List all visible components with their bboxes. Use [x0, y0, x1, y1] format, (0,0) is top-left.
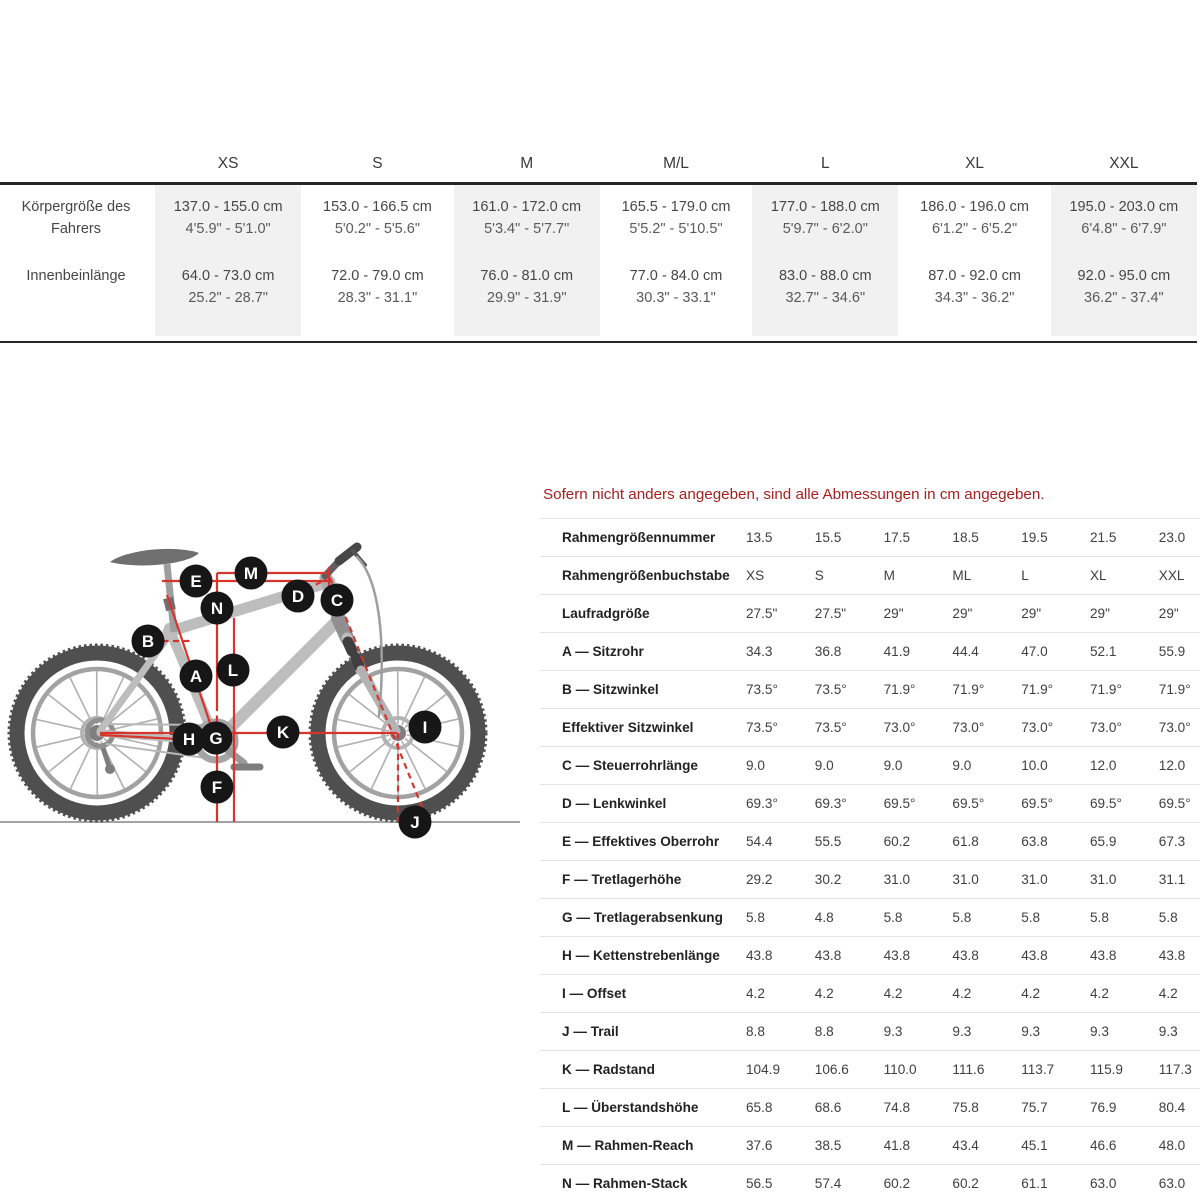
size-cell-cm: 153.0 - 166.5 cm	[304, 196, 450, 218]
geometry-value: 29"	[1159, 606, 1200, 621]
geometry-value: 68.6	[815, 1100, 884, 1115]
geometry-value: 31.0	[1090, 872, 1159, 887]
geometry-value: 71.9°	[952, 682, 1021, 697]
geometry-value: 9.3	[884, 1024, 953, 1039]
size-cell-cm: 165.5 - 179.0 cm	[603, 196, 749, 218]
geometry-value: 4.8	[815, 910, 884, 925]
svg-text:H: H	[183, 730, 195, 749]
svg-text:I: I	[423, 718, 428, 737]
geometry-value: 69.5°	[1021, 796, 1090, 811]
size-cell	[454, 254, 600, 336]
size-cell-cm: 77.0 - 84.0 cm	[603, 265, 749, 287]
geometry-value: 65.9	[1090, 834, 1159, 849]
geometry-value: 8.8	[815, 1024, 884, 1039]
geometry-value: 9.3	[952, 1024, 1021, 1039]
geometry-value: XS	[746, 568, 815, 583]
size-table-header	[0, 146, 1197, 182]
size-cell-imperial: 36.2" - 37.4"	[1051, 287, 1197, 309]
geometry-value: ML	[952, 568, 1021, 583]
geometry-value: 55.9	[1159, 644, 1200, 659]
size-cell	[901, 254, 1047, 336]
geometry-value: 71.9°	[1159, 682, 1200, 697]
geometry-value: 65.8	[746, 1100, 815, 1115]
geometry-value: 73.0°	[884, 720, 953, 735]
geometry-row	[540, 784, 1200, 822]
geometry-value: 12.0	[1090, 758, 1159, 773]
geometry-row-label: Rahmengrößenbuchstabe	[540, 568, 746, 583]
geometry-value: 12.0	[1159, 758, 1200, 773]
size-cell	[603, 185, 749, 254]
geometry-value: 4.2	[952, 986, 1021, 1001]
geometry-value: 31.0	[1021, 872, 1090, 887]
geometry-value: 69.5°	[1090, 796, 1159, 811]
geometry-value: 29"	[884, 606, 953, 621]
size-cell-imperial: 32.7" - 34.6"	[752, 287, 898, 309]
size-cell-cm: 186.0 - 196.0 cm	[901, 196, 1047, 218]
geometry-row-label: K — Radstand	[540, 1062, 746, 1077]
geometry-value: 5.8	[746, 910, 815, 925]
geometry-value: 9.3	[1090, 1024, 1159, 1039]
size-cell-imperial: 4'5.9" - 5'1.0"	[155, 218, 301, 240]
geometry-value: 4.2	[746, 986, 815, 1001]
geometry-value: 71.9°	[884, 682, 953, 697]
size-cell-imperial: 29.9" - 31.9"	[454, 287, 600, 309]
measurement-unit-note: Sofern nicht anders angegeben, sind alle Abmessungen in cm angegeben.	[543, 486, 1045, 503]
geometry-row	[540, 556, 1200, 594]
geometry-value: 29"	[1021, 606, 1090, 621]
size-column-header: M	[454, 155, 600, 173]
diagram-marker-D	[282, 580, 315, 613]
geometry-row-label: Rahmengrößennummer	[540, 530, 746, 545]
geometry-value: 69.5°	[952, 796, 1021, 811]
size-cell	[155, 185, 301, 254]
svg-text:B: B	[142, 632, 154, 651]
geometry-row-label: F — Tretlagerhöhe	[540, 872, 746, 887]
size-cell-imperial: 6'4.8" - 6'7.9"	[1051, 218, 1197, 240]
geometry-value: 9.0	[884, 758, 953, 773]
geometry-value: XXL	[1159, 568, 1200, 583]
geometry-value: 43.8	[815, 948, 884, 963]
geometry-value: 9.0	[952, 758, 1021, 773]
geometry-value: 9.3	[1021, 1024, 1090, 1039]
geometry-row	[540, 594, 1200, 632]
geometry-value: 9.0	[746, 758, 815, 773]
geometry-value: 29"	[952, 606, 1021, 621]
geometry-row	[540, 518, 1200, 556]
geometry-value: 15.5	[815, 530, 884, 545]
bike-geometry-diagram	[0, 520, 520, 850]
svg-text:A: A	[190, 667, 202, 686]
size-cell	[1051, 254, 1197, 336]
size-cell	[304, 185, 450, 254]
geometry-value: 73.0°	[1090, 720, 1159, 735]
size-cell-cm: 83.0 - 88.0 cm	[752, 265, 898, 287]
geometry-row	[540, 974, 1200, 1012]
geometry-row	[540, 1126, 1200, 1164]
diagram-marker-J	[399, 806, 432, 839]
geometry-value: 31.0	[952, 872, 1021, 887]
size-column-header: L	[752, 155, 898, 173]
size-cell-imperial: 5'3.4" - 5'7.7"	[454, 218, 600, 240]
geometry-value: 69.5°	[884, 796, 953, 811]
geometry-value: 31.1	[1159, 872, 1200, 887]
geometry-value: 36.8	[815, 644, 884, 659]
geometry-row-label: H — Kettenstrebenlänge	[540, 948, 746, 963]
size-cell	[901, 185, 1047, 254]
bike-diagram-svg	[0, 520, 520, 850]
geometry-value: 4.2	[1021, 986, 1090, 1001]
geometry-row-label: E — Effektives Oberrohr	[540, 834, 746, 849]
geometry-value: 71.9°	[1090, 682, 1159, 697]
geometry-value: 8.8	[746, 1024, 815, 1039]
size-cell	[155, 254, 301, 336]
diagram-marker-E	[180, 565, 213, 598]
geometry-value: 113.7	[1021, 1062, 1090, 1077]
size-cell-cm: 76.0 - 81.0 cm	[454, 265, 600, 287]
geometry-value: 71.9°	[1021, 682, 1090, 697]
svg-text:E: E	[190, 572, 201, 591]
geometry-row	[540, 1164, 1200, 1202]
geometry-value: 67.3	[1159, 834, 1200, 849]
geometry-value: 46.6	[1090, 1138, 1159, 1153]
size-cell-imperial: 5'0.2" - 5'5.6"	[304, 218, 450, 240]
saddle	[110, 549, 199, 566]
svg-text:M: M	[244, 564, 258, 583]
size-cell-cm: 64.0 - 73.0 cm	[155, 265, 301, 287]
geometry-value: 31.0	[884, 872, 953, 887]
geometry-row-label: L — Überstandshöhe	[540, 1100, 746, 1115]
svg-text:G: G	[209, 729, 222, 748]
geometry-value: 48.0	[1159, 1138, 1200, 1153]
geometry-value: 115.9	[1090, 1062, 1159, 1077]
diagram-marker-A	[180, 660, 213, 693]
geometry-value: 21.5	[1090, 530, 1159, 545]
geometry-row-label: Effektiver Sitzwinkel	[540, 720, 746, 735]
size-cell	[752, 185, 898, 254]
geometry-row	[540, 632, 1200, 670]
size-cell-cm: 195.0 - 203.0 cm	[1051, 196, 1197, 218]
geometry-value: 76.9	[1090, 1100, 1159, 1115]
geometry-table	[540, 518, 1200, 1202]
geometry-value: 43.8	[746, 948, 815, 963]
geometry-value: 4.2	[1159, 986, 1200, 1001]
geometry-row	[540, 898, 1200, 936]
geometry-value: 13.5	[746, 530, 815, 545]
size-cell-cm: 137.0 - 155.0 cm	[155, 196, 301, 218]
geometry-value: 55.5	[815, 834, 884, 849]
size-cell-cm: 72.0 - 79.0 cm	[304, 265, 450, 287]
geometry-row-label: J — Trail	[540, 1024, 746, 1039]
geometry-value: 73.0°	[1021, 720, 1090, 735]
geometry-value: 73.5°	[746, 720, 815, 735]
geometry-value: 60.2	[884, 834, 953, 849]
geometry-value: 73.5°	[815, 720, 884, 735]
geometry-value: 44.4	[952, 644, 1021, 659]
geometry-row	[540, 1088, 1200, 1126]
size-cell-imperial: 6'1.2" - 6'5.2"	[901, 218, 1047, 240]
geometry-value: 117.3	[1159, 1062, 1200, 1077]
geometry-value: 27.5"	[815, 606, 884, 621]
geometry-value: 34.3	[746, 644, 815, 659]
svg-text:J: J	[410, 813, 419, 832]
geometry-value: 43.8	[884, 948, 953, 963]
rider-size-table	[0, 146, 1197, 343]
diagram-marker-N	[201, 592, 234, 625]
geometry-value: 41.9	[884, 644, 953, 659]
geometry-value: 61.1	[1021, 1176, 1090, 1191]
geometry-value: 27.5"	[746, 606, 815, 621]
diagram-marker-K	[267, 716, 300, 749]
geometry-value: 73.0°	[1159, 720, 1200, 735]
geometry-value: 60.2	[884, 1176, 953, 1191]
geometry-value: 57.4	[815, 1176, 884, 1191]
geometry-row-label: M — Rahmen-Reach	[540, 1138, 746, 1153]
geometry-value: 4.2	[1090, 986, 1159, 1001]
geometry-value: 61.8	[952, 834, 1021, 849]
geometry-value: 10.0	[1021, 758, 1090, 773]
size-cell	[603, 254, 749, 336]
geometry-row-label: A — Sitzrohr	[540, 644, 746, 659]
geometry-value: 18.5	[952, 530, 1021, 545]
geometry-value: 56.5	[746, 1176, 815, 1191]
geometry-row	[540, 746, 1200, 784]
geometry-value: 73.5°	[746, 682, 815, 697]
diagram-marker-B	[132, 625, 165, 658]
diagram-marker-F	[201, 771, 234, 804]
geometry-row-label: I — Offset	[540, 986, 746, 1001]
geometry-value: 75.7	[1021, 1100, 1090, 1115]
diagram-marker-M	[235, 557, 268, 590]
svg-text:N: N	[211, 599, 223, 618]
geometry-value: 37.6	[746, 1138, 815, 1153]
size-cell	[304, 254, 450, 336]
size-cell-imperial: 30.3" - 33.1"	[603, 287, 749, 309]
svg-text:C: C	[331, 591, 343, 610]
size-cell	[752, 254, 898, 336]
geometry-value: 104.9	[746, 1062, 815, 1077]
geometry-value: 43.8	[952, 948, 1021, 963]
geometry-row	[540, 860, 1200, 898]
geometry-value: 17.5	[884, 530, 953, 545]
size-column-header: XS	[155, 155, 301, 173]
geometry-value: S	[815, 568, 884, 583]
diagram-marker-I	[409, 711, 442, 744]
geometry-value: 52.1	[1090, 644, 1159, 659]
geometry-value: M	[884, 568, 953, 583]
geometry-row	[540, 822, 1200, 860]
geometry-value: 69.3°	[815, 796, 884, 811]
geometry-value: 9.0	[815, 758, 884, 773]
geometry-value: 4.2	[815, 986, 884, 1001]
size-cell-cm: 161.0 - 172.0 cm	[454, 196, 600, 218]
geometry-row-label: N — Rahmen-Stack	[540, 1176, 746, 1191]
size-cell-imperial: 28.3" - 31.1"	[304, 287, 450, 309]
size-column-header: S	[304, 155, 450, 173]
size-cell-imperial: 25.2" - 28.7"	[155, 287, 301, 309]
size-cell-imperial: 5'5.2" - 5'10.5"	[603, 218, 749, 240]
size-cell	[454, 185, 600, 254]
size-column-header: XXL	[1051, 155, 1197, 173]
geometry-value: 23.0	[1159, 530, 1200, 545]
size-column-header: M/L	[603, 155, 749, 173]
geometry-row	[540, 670, 1200, 708]
size-table-body	[0, 185, 1197, 336]
svg-text:L: L	[228, 661, 238, 680]
geometry-value: 74.8	[884, 1100, 953, 1115]
geometry-value: 5.8	[1159, 910, 1200, 925]
size-cell-cm: 87.0 - 92.0 cm	[901, 265, 1047, 287]
geometry-value: 75.8	[952, 1100, 1021, 1115]
geometry-value: 63.0	[1090, 1176, 1159, 1191]
svg-text:K: K	[277, 723, 290, 742]
size-row-label: Innenbeinlänge	[0, 254, 152, 336]
geometry-value: 54.4	[746, 834, 815, 849]
diagram-marker-H	[173, 723, 206, 756]
geometry-value: L	[1021, 568, 1090, 583]
geometry-value: 29.2	[746, 872, 815, 887]
geometry-value: 29"	[1090, 606, 1159, 621]
geometry-value: 5.8	[884, 910, 953, 925]
geometry-row-label: G — Tretlagerabsenkung	[540, 910, 746, 925]
svg-text:D: D	[292, 587, 304, 606]
geometry-row	[540, 1050, 1200, 1088]
geometry-value: 43.4	[952, 1138, 1021, 1153]
geometry-value: 43.8	[1090, 948, 1159, 963]
geometry-value: 30.2	[815, 872, 884, 887]
size-column-header: XL	[901, 155, 1047, 173]
size-cell	[1051, 185, 1197, 254]
geometry-value: 106.6	[815, 1062, 884, 1077]
geometry-value: 43.8	[1021, 948, 1090, 963]
geometry-row-label: D — Lenkwinkel	[540, 796, 746, 811]
geometry-value: 9.3	[1159, 1024, 1200, 1039]
geometry-value: 19.5	[1021, 530, 1090, 545]
geometry-value: XL	[1090, 568, 1159, 583]
geometry-value: 45.1	[1021, 1138, 1090, 1153]
geometry-value: 73.0°	[952, 720, 1021, 735]
geometry-value: 110.0	[884, 1062, 953, 1077]
diagram-marker-L	[217, 654, 250, 687]
size-cell-cm: 177.0 - 188.0 cm	[752, 196, 898, 218]
size-row-label: Körpergröße des Fahrers	[0, 185, 152, 254]
geometry-row	[540, 936, 1200, 974]
geometry-row	[540, 1012, 1200, 1050]
geometry-value: 111.6	[952, 1062, 1021, 1077]
diagram-marker-C	[321, 584, 354, 617]
geometry-row-label: B — Sitzwinkel	[540, 682, 746, 697]
geometry-value: 63.8	[1021, 834, 1090, 849]
size-cell-imperial: 5'9.7" - 6'2.0"	[752, 218, 898, 240]
size-table-bottom-rule	[0, 341, 1197, 344]
size-cell-cm: 92.0 - 95.0 cm	[1051, 265, 1197, 287]
geometry-value: 63.0	[1159, 1176, 1200, 1191]
geometry-value: 80.4	[1159, 1100, 1200, 1115]
geometry-value: 38.5	[815, 1138, 884, 1153]
geometry-value: 73.5°	[815, 682, 884, 697]
geometry-value: 43.8	[1159, 948, 1200, 963]
svg-text:F: F	[212, 778, 222, 797]
geometry-value: 69.3°	[746, 796, 815, 811]
geometry-value: 5.8	[1090, 910, 1159, 925]
geometry-value: 4.2	[884, 986, 953, 1001]
geometry-value: 60.2	[952, 1176, 1021, 1191]
size-cell-imperial: 34.3" - 36.2"	[901, 287, 1047, 309]
geometry-value: 47.0	[1021, 644, 1090, 659]
geometry-value: 69.5°	[1159, 796, 1200, 811]
geometry-row	[540, 708, 1200, 746]
geometry-row-label: C — Steuerrohrlänge	[540, 758, 746, 773]
geometry-value: 41.8	[884, 1138, 953, 1153]
geometry-row-label: Laufradgröße	[540, 606, 746, 621]
geometry-value: 5.8	[1021, 910, 1090, 925]
geometry-value: 5.8	[952, 910, 1021, 925]
